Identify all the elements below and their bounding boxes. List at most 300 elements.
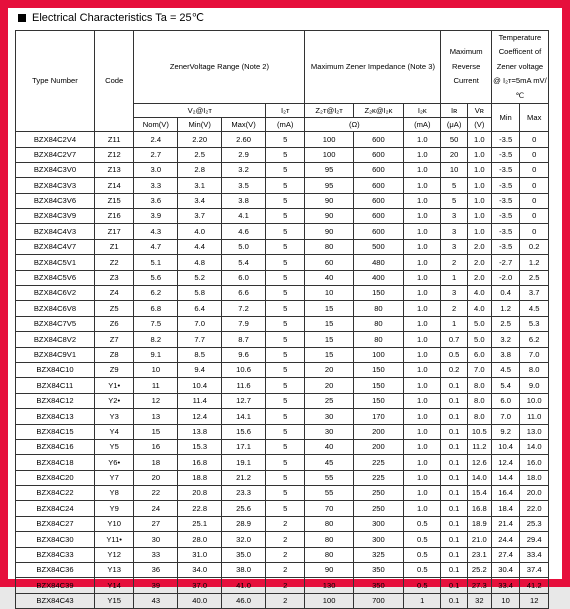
table-cell: 12.6 <box>467 455 491 470</box>
table-cell: 7.0 <box>467 362 491 377</box>
table-cell: 0.1 <box>441 455 467 470</box>
table-cell: 23.1 <box>467 547 491 562</box>
table-cell: 0.5 <box>404 547 441 562</box>
header-izk-unit: (mA) <box>404 118 441 132</box>
table-cell: 14.4 <box>491 470 520 485</box>
table-cell: 40 <box>305 270 353 285</box>
table-cell: -3.5 <box>491 178 520 193</box>
table-cell: 100 <box>305 132 353 147</box>
table-row <box>16 439 549 454</box>
table-cell: 6.2 <box>134 286 178 301</box>
table-cell: BZX84C13 <box>16 409 95 424</box>
table-cell: 1.0 <box>467 132 491 147</box>
table-row <box>16 378 549 393</box>
table-cell: 5.1 <box>134 255 178 270</box>
table-cell: 34.0 <box>178 563 222 578</box>
table-cell: BZX84C3V0 <box>16 162 95 177</box>
table-cell: 1.0 <box>404 255 441 270</box>
table-cell: 1.2 <box>491 301 520 316</box>
table-row <box>16 563 549 578</box>
table-cell: 4.5 <box>520 301 549 316</box>
table-cell: 1.0 <box>404 147 441 162</box>
table-cell: 5 <box>265 486 304 501</box>
table-cell: Z15 <box>94 193 133 208</box>
table-cell: 46.0 <box>222 593 266 608</box>
table-cell: Y7 <box>94 470 133 485</box>
table-cell: BZX84C6V2 <box>16 286 95 301</box>
table-cell: 2.0 <box>467 239 491 254</box>
table-cell: BZX84C9V1 <box>16 347 95 362</box>
table-row <box>16 393 549 408</box>
table-cell: 0 <box>520 147 549 162</box>
table-row <box>16 270 549 285</box>
table-cell: 170 <box>353 409 403 424</box>
table-cell: 21.0 <box>467 532 491 547</box>
table-cell: 600 <box>353 147 403 162</box>
table-cell: 1.0 <box>404 424 441 439</box>
table-cell: 325 <box>353 547 403 562</box>
table-cell: 5.8 <box>178 286 222 301</box>
table-cell: 30.4 <box>491 563 520 578</box>
table-cell: 2.0 <box>467 255 491 270</box>
table-cell: 225 <box>353 455 403 470</box>
table-cell: BZX84C15 <box>16 424 95 439</box>
table-cell: BZX84C33 <box>16 547 95 562</box>
table-cell: 35.0 <box>222 547 266 562</box>
table-cell: 30 <box>305 424 353 439</box>
table-row <box>16 178 549 193</box>
table-cell: BZX84C5V6 <box>16 270 95 285</box>
table-cell: BZX84C3V9 <box>16 209 95 224</box>
table-cell: 4.3 <box>134 224 178 239</box>
table-cell: 3.5 <box>222 178 266 193</box>
table-cell: 1.0 <box>467 147 491 162</box>
table-cell: Y2• <box>94 393 133 408</box>
table-cell: 3.2 <box>222 162 266 177</box>
table-cell: 16.8 <box>178 455 222 470</box>
table-cell: Y9 <box>94 501 133 516</box>
table-cell: 150 <box>353 286 403 301</box>
table-cell: 3.6 <box>134 193 178 208</box>
table-cell: BZX84C39 <box>16 578 95 593</box>
table-cell: 14.1 <box>222 409 266 424</box>
header-izt-unit: (mA) <box>265 118 304 132</box>
table-cell: 28.0 <box>178 532 222 547</box>
table-cell: 5 <box>441 193 467 208</box>
table-cell: Z7 <box>94 332 133 347</box>
table-cell: 1.0 <box>467 193 491 208</box>
table-cell: 1.0 <box>404 378 441 393</box>
table-cell: 33.4 <box>520 547 549 562</box>
table-cell: 7.0 <box>178 316 222 331</box>
table-cell: 1.0 <box>404 332 441 347</box>
table-cell: 3.2 <box>491 332 520 347</box>
table-cell: 350 <box>353 578 403 593</box>
table-cell: 16 <box>134 439 178 454</box>
table-cell: 2 <box>265 532 304 547</box>
table-cell: 5 <box>265 501 304 516</box>
table-cell: 3 <box>441 224 467 239</box>
table-cell: 0.5 <box>404 563 441 578</box>
table-cell: 0.2 <box>520 239 549 254</box>
table-cell: 38.0 <box>222 563 266 578</box>
table-cell: 1.0 <box>404 316 441 331</box>
table-cell: BZX84C7V5 <box>16 316 95 331</box>
table-cell: 12.4 <box>178 409 222 424</box>
header-max-reverse: Maximum Reverse Current <box>441 31 491 104</box>
table-cell: 9.4 <box>178 362 222 377</box>
table-cell: 130 <box>305 578 353 593</box>
table-cell: 250 <box>353 486 403 501</box>
table-row <box>16 532 549 547</box>
table-cell: 500 <box>353 239 403 254</box>
table-cell: 5 <box>265 270 304 285</box>
table-cell: 600 <box>353 224 403 239</box>
table-cell: 0 <box>520 132 549 147</box>
table-row <box>16 147 549 162</box>
table-cell: 1 <box>441 316 467 331</box>
table-cell: 0.7 <box>441 332 467 347</box>
table-cell: 80 <box>353 301 403 316</box>
table-cell: 100 <box>305 147 353 162</box>
table-cell: 18.0 <box>520 470 549 485</box>
table-cell: 12 <box>134 393 178 408</box>
table-cell: 43 <box>134 593 178 608</box>
table-cell: 225 <box>353 470 403 485</box>
table-cell: 4.1 <box>222 209 266 224</box>
table-row <box>16 593 549 608</box>
table-cell: 0.1 <box>441 532 467 547</box>
table-cell: 8.0 <box>467 409 491 424</box>
table-cell: 90 <box>305 193 353 208</box>
table-cell: 4.7 <box>134 239 178 254</box>
table-cell: 17.1 <box>222 439 266 454</box>
table-cell: Z13 <box>94 162 133 177</box>
table-row <box>16 501 549 516</box>
table-cell: 12.7 <box>222 393 266 408</box>
table-cell: 5 <box>265 147 304 162</box>
table-cell: Z5 <box>94 301 133 316</box>
section-title-text: Electrical Characteristics Ta = 25℃ <box>32 12 205 24</box>
table-cell: 2.5 <box>178 147 222 162</box>
table-cell: 25 <box>305 393 353 408</box>
table-cell: 3.8 <box>491 347 520 362</box>
table-cell: Z12 <box>94 147 133 162</box>
table-cell: 20 <box>441 147 467 162</box>
table-cell: 4.4 <box>178 239 222 254</box>
header-zzt: Z₂ᴛ@I₂ᴛ <box>305 104 353 118</box>
table-cell: 80 <box>305 532 353 547</box>
table-cell: 55 <box>305 470 353 485</box>
table-cell: -2.0 <box>491 270 520 285</box>
table-row <box>16 362 549 377</box>
table-cell: 6.0 <box>491 393 520 408</box>
table-cell: 30 <box>305 409 353 424</box>
table-cell: 1.0 <box>404 239 441 254</box>
header-izt: I₂ᴛ <box>265 104 304 118</box>
table-cell: 15.6 <box>222 424 266 439</box>
table-cell: Y5 <box>94 439 133 454</box>
table-cell: 16.8 <box>467 501 491 516</box>
table-cell: 2 <box>265 547 304 562</box>
table-cell: 6.8 <box>134 301 178 316</box>
table-cell: 31.0 <box>178 547 222 562</box>
table-cell: 2 <box>265 578 304 593</box>
table-cell: 10.4 <box>491 439 520 454</box>
table-cell: 2.5 <box>520 270 549 285</box>
table-cell: 8.0 <box>520 362 549 377</box>
table-cell: 11.0 <box>520 409 549 424</box>
table-cell: 5 <box>265 409 304 424</box>
table-cell: 40.0 <box>178 593 222 608</box>
table-cell: 1.0 <box>404 178 441 193</box>
table-cell: 8.7 <box>222 332 266 347</box>
table-cell: 0.1 <box>441 547 467 562</box>
table-cell: 32.0 <box>222 532 266 547</box>
table-cell: 32 <box>467 593 491 608</box>
table-cell: 200 <box>353 424 403 439</box>
table-cell: 5 <box>265 178 304 193</box>
table-cell: 14.0 <box>520 439 549 454</box>
table-cell: 1.0 <box>404 439 441 454</box>
table-row <box>16 347 549 362</box>
table-row <box>16 547 549 562</box>
table-cell: 1.0 <box>404 362 441 377</box>
table-cell: 27.3 <box>467 578 491 593</box>
table-cell: 13.0 <box>520 424 549 439</box>
table-cell: 10.5 <box>467 424 491 439</box>
table-cell: 3 <box>441 286 467 301</box>
table-cell: BZX84C20 <box>16 470 95 485</box>
table-cell: 25.2 <box>467 563 491 578</box>
table-cell: 80 <box>305 239 353 254</box>
table-cell: 5.6 <box>134 270 178 285</box>
table-cell: BZX84C12 <box>16 393 95 408</box>
table-cell: 6.4 <box>178 301 222 316</box>
table-cell: 6.0 <box>467 347 491 362</box>
table-cell: Z2 <box>94 255 133 270</box>
table-cell: 8.5 <box>178 347 222 362</box>
table-cell: 1.0 <box>467 178 491 193</box>
table-cell: 0.1 <box>441 501 467 516</box>
table-cell: 22.8 <box>178 501 222 516</box>
table-cell: 0.5 <box>404 532 441 547</box>
table-cell: 2 <box>265 593 304 608</box>
table-cell: 1.0 <box>404 162 441 177</box>
table-cell: 1.0 <box>404 470 441 485</box>
table-cell: 3 <box>441 209 467 224</box>
table-cell: 1.0 <box>404 301 441 316</box>
table-cell: 27 <box>134 516 178 531</box>
table-cell: 5 <box>265 162 304 177</box>
table-cell: 5 <box>265 347 304 362</box>
header-nom: Nom(V) <box>134 118 178 132</box>
table-body <box>16 132 549 609</box>
table-cell: BZX84C4V3 <box>16 224 95 239</box>
table-cell: 4.0 <box>467 301 491 316</box>
table-row <box>16 486 549 501</box>
table-cell: 5.0 <box>467 316 491 331</box>
table-cell: 2.60 <box>222 132 266 147</box>
table-cell: 21.4 <box>491 516 520 531</box>
table-cell: 9.2 <box>491 424 520 439</box>
table-cell: 1.0 <box>404 501 441 516</box>
table-cell: 8.0 <box>467 378 491 393</box>
table-cell: 1.0 <box>404 224 441 239</box>
table-cell: 16.4 <box>491 486 520 501</box>
table-cell: 0.1 <box>441 486 467 501</box>
table-cell: 13 <box>134 409 178 424</box>
table-cell: 5 <box>265 316 304 331</box>
header-ohm-unit: (Ω) <box>305 118 404 132</box>
table-cell: 15 <box>134 424 178 439</box>
table-cell: BZX84C43 <box>16 593 95 608</box>
table-cell: Y12 <box>94 547 133 562</box>
table-cell: 5 <box>265 286 304 301</box>
table-cell: 80 <box>305 516 353 531</box>
table-cell: 300 <box>353 532 403 547</box>
table-cell: 1.0 <box>404 455 441 470</box>
table-cell: 0.4 <box>491 286 520 301</box>
table-cell: 700 <box>353 593 403 608</box>
table-cell: 350 <box>353 563 403 578</box>
table-cell: -3.5 <box>491 224 520 239</box>
table-cell: Y14 <box>94 578 133 593</box>
table-cell: 2 <box>441 301 467 316</box>
table-cell: 3.1 <box>178 178 222 193</box>
table-cell: 10 <box>134 362 178 377</box>
table-cell: Z17 <box>94 224 133 239</box>
table-cell: 250 <box>353 501 403 516</box>
table-cell: 8.0 <box>467 393 491 408</box>
table-cell: 70 <box>305 501 353 516</box>
table-cell: 5.0 <box>467 332 491 347</box>
table-cell: 1.0 <box>467 209 491 224</box>
table-row <box>16 286 549 301</box>
table-cell: -3.5 <box>491 162 520 177</box>
header-ir-unit: (μA) <box>441 118 467 132</box>
table-cell: 3.4 <box>178 193 222 208</box>
table-cell: Z11 <box>94 132 133 147</box>
table-cell: Z4 <box>94 286 133 301</box>
table-cell: 2.4 <box>134 132 178 147</box>
table-cell: 28.9 <box>222 516 266 531</box>
table-row <box>16 255 549 270</box>
table-row <box>16 132 549 147</box>
header-vz: V₂@I₂ᴛ <box>134 104 266 118</box>
header-vr: Vʀ <box>467 104 491 118</box>
table-cell: 4.8 <box>178 255 222 270</box>
table-cell: 33.4 <box>491 578 520 593</box>
table-cell: 40 <box>305 439 353 454</box>
table-cell: 30 <box>134 532 178 547</box>
table-cell: 27.4 <box>491 547 520 562</box>
table-cell: 10 <box>305 286 353 301</box>
table-cell: 3.7 <box>520 286 549 301</box>
table-row <box>16 239 549 254</box>
table-row <box>16 301 549 316</box>
table-cell: 0.1 <box>441 393 467 408</box>
table-cell: 9.0 <box>520 378 549 393</box>
table-cell: 480 <box>353 255 403 270</box>
table-cell: 55 <box>305 486 353 501</box>
table-cell: 90 <box>305 224 353 239</box>
table-cell: 1.0 <box>404 193 441 208</box>
table-cell: 0.1 <box>441 578 467 593</box>
table-cell: Y6• <box>94 455 133 470</box>
table-cell: Z1 <box>94 239 133 254</box>
table-cell: 15 <box>305 301 353 316</box>
table-cell: 24 <box>134 501 178 516</box>
table-cell: BZX84C2V7 <box>16 147 95 162</box>
table-cell: Y1• <box>94 378 133 393</box>
table-cell: 90 <box>305 209 353 224</box>
table-cell: 1.0 <box>467 162 491 177</box>
header-zener-range: ZenerVoltage Range (Note 2) <box>134 31 305 104</box>
table-cell: Y10 <box>94 516 133 531</box>
table-row <box>16 424 549 439</box>
table-cell: 1.0 <box>404 393 441 408</box>
table-cell: Y13 <box>94 563 133 578</box>
table-cell: 25.1 <box>178 516 222 531</box>
table-cell: 25.6 <box>222 501 266 516</box>
table-cell: 0 <box>520 193 549 208</box>
table-cell: 0.1 <box>441 378 467 393</box>
table-cell: 12.4 <box>491 455 520 470</box>
table-cell: 150 <box>353 362 403 377</box>
table-cell: 4.5 <box>491 362 520 377</box>
header-ir: Iʀ <box>441 104 467 118</box>
table-cell: 13.8 <box>178 424 222 439</box>
table-cell: 0.5 <box>441 347 467 362</box>
table-cell: Z8 <box>94 347 133 362</box>
table-cell: 60 <box>305 255 353 270</box>
table-cell: 0 <box>520 178 549 193</box>
table-cell: 22.0 <box>520 501 549 516</box>
table-cell: 0.5 <box>404 516 441 531</box>
table-cell: BZX84C11 <box>16 378 95 393</box>
table-cell: Y4 <box>94 424 133 439</box>
table-cell: 37.0 <box>178 578 222 593</box>
table-cell: 20 <box>305 378 353 393</box>
table-cell: 100 <box>305 593 353 608</box>
table-cell: 2.5 <box>491 316 520 331</box>
table-cell: 6.0 <box>222 270 266 285</box>
table-cell: 5.4 <box>491 378 520 393</box>
table-cell: 3.8 <box>222 193 266 208</box>
header-min-v: Min(V) <box>178 118 222 132</box>
table-cell: 4.6 <box>222 224 266 239</box>
table-cell: 5 <box>265 439 304 454</box>
table-cell: 600 <box>353 193 403 208</box>
table-cell: 12 <box>520 593 549 608</box>
table-cell: 3.9 <box>134 209 178 224</box>
table-cell: 6.6 <box>222 286 266 301</box>
table-cell: 0.2 <box>441 362 467 377</box>
table-cell: Y11• <box>94 532 133 547</box>
table-cell: 45 <box>305 455 353 470</box>
table-cell: BZX84C22 <box>16 486 95 501</box>
table-cell: 5 <box>441 178 467 193</box>
table-cell: 1.0 <box>404 286 441 301</box>
table-cell: -2.7 <box>491 255 520 270</box>
table-cell: 10.6 <box>222 362 266 377</box>
table-row <box>16 578 549 593</box>
table-row <box>16 209 549 224</box>
table-cell: 0.1 <box>441 563 467 578</box>
table-cell: 11 <box>134 378 178 393</box>
table-cell: 600 <box>353 132 403 147</box>
